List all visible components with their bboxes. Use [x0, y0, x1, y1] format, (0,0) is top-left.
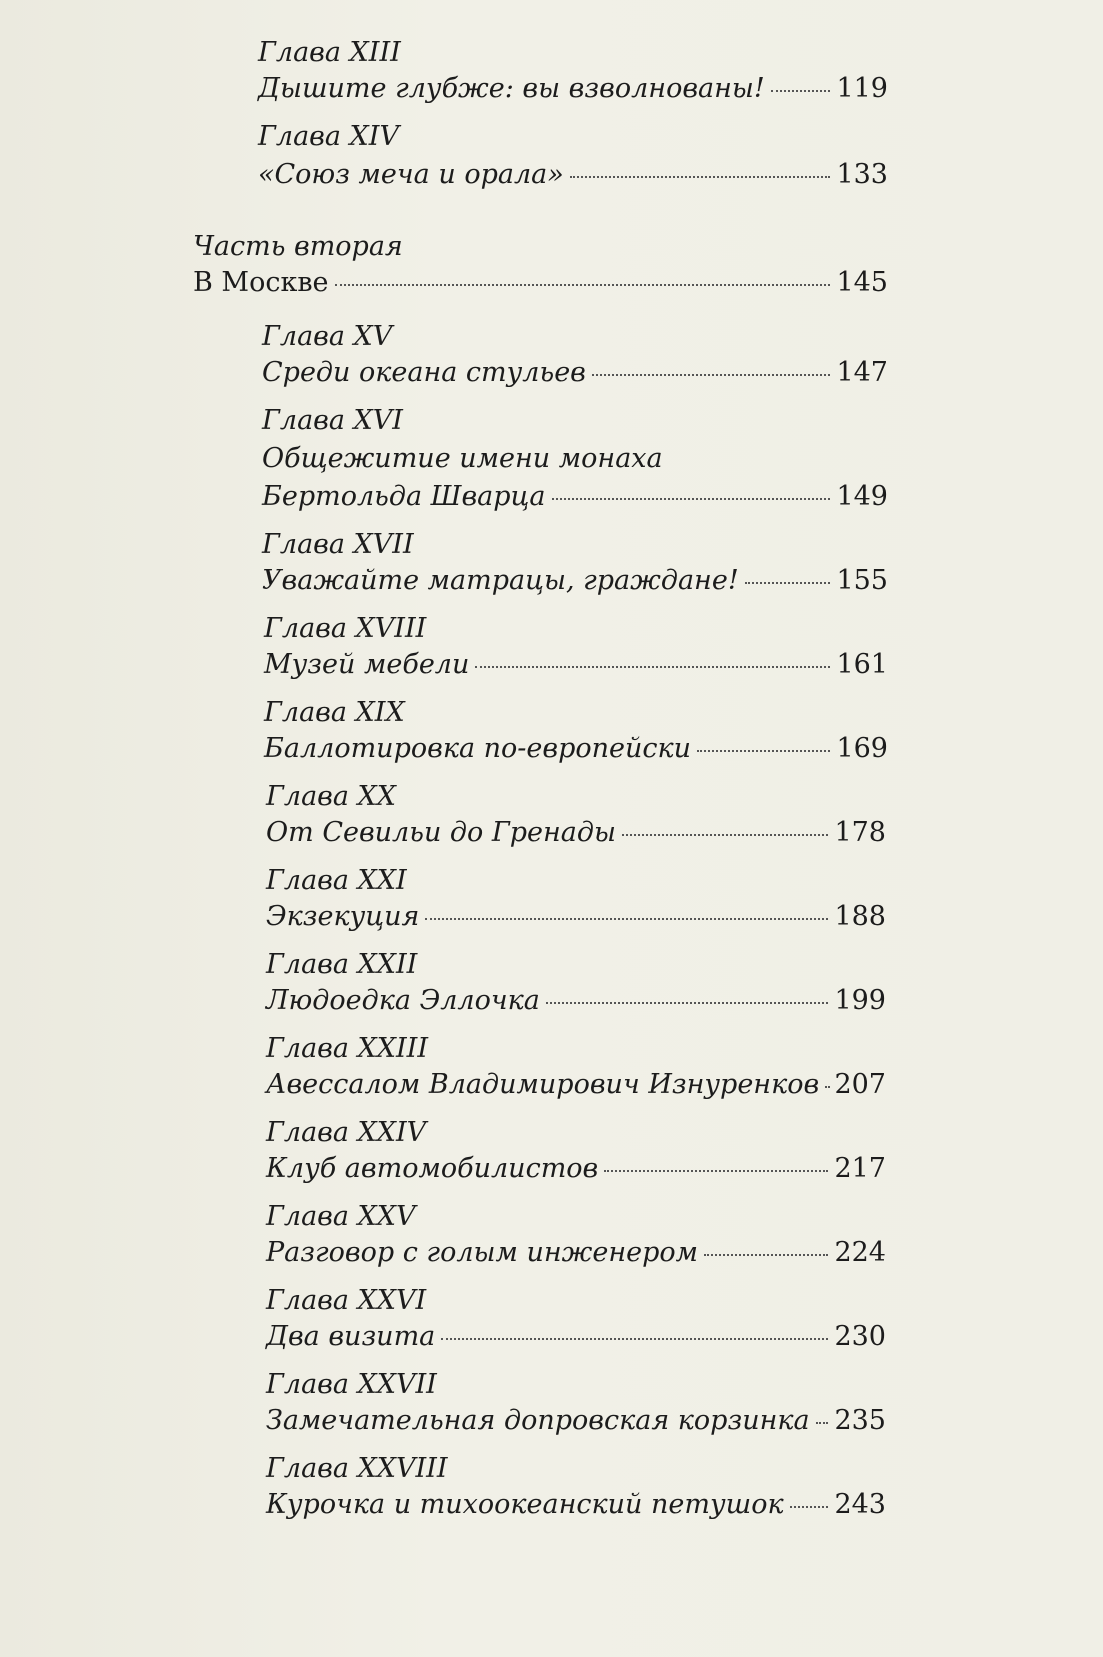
dot-leader — [622, 834, 828, 836]
entry-title: «Союз меча и орала» — [258, 159, 564, 190]
chapter-heading: Глава XX — [266, 781, 397, 812]
entry-title: Бертольда Шварца — [262, 481, 546, 512]
entry-title: В Москве — [193, 267, 329, 298]
chapter-heading: Глава XVII — [262, 529, 414, 560]
dot-leader — [771, 90, 831, 92]
toc-entry[interactable] — [266, 1322, 886, 1352]
entry-title-line1: Общежитие имени монаха — [262, 443, 663, 474]
chapter-heading: Глава XV — [262, 321, 393, 352]
entry-title: Замечательная допровская корзинка — [266, 1405, 810, 1436]
chapter-heading: Глава XXVII — [266, 1369, 437, 1400]
entry-title: Разговор с голым инженером — [266, 1237, 699, 1268]
toc-entry[interactable] — [258, 74, 888, 104]
dot-leader — [425, 918, 828, 920]
page-number: 199 — [834, 985, 886, 1016]
chapter-heading: Глава XVI — [262, 405, 403, 436]
chapter-heading: Глава XXIV — [266, 1117, 427, 1148]
dot-leader — [441, 1338, 828, 1340]
page-number: 145 — [836, 267, 888, 298]
page-number: 178 — [834, 817, 886, 848]
entry-title: Авессалом Владимирович Изнуренков — [266, 1069, 820, 1100]
part-heading: Часть вторая — [193, 231, 403, 262]
page-number: 188 — [834, 901, 886, 932]
toc-entry[interactable] — [262, 566, 888, 596]
entry-title: Баллотировка по-европейски — [264, 733, 692, 764]
chapter-heading: Глава XVIII — [264, 613, 427, 644]
dot-leader — [570, 176, 831, 178]
toc-entry[interactable] — [266, 902, 886, 932]
page-number: 119 — [836, 73, 888, 104]
chapter-heading: Глава XXVI — [266, 1285, 427, 1316]
chapter-heading: Глава XXV — [266, 1201, 416, 1232]
page-number: 230 — [834, 1321, 886, 1352]
dot-leader — [604, 1170, 828, 1172]
entry-title: Дышите глубже: вы взволнованы! — [258, 73, 765, 104]
dot-leader — [475, 666, 830, 668]
chapter-heading: Глава XIX — [264, 697, 405, 728]
dot-leader — [745, 582, 831, 584]
entry-title: Экзекуция — [266, 901, 420, 932]
chapter-heading: Глава XIV — [258, 121, 399, 152]
entry-title: Уважайте матрацы, граждане! — [262, 565, 739, 596]
chapter-heading: Глава XXII — [266, 949, 418, 980]
page-number: 224 — [834, 1237, 886, 1268]
toc-entry[interactable] — [266, 1154, 886, 1184]
page-number: 235 — [834, 1405, 886, 1436]
page-number: 169 — [836, 733, 888, 764]
toc-entry[interactable] — [266, 1238, 886, 1268]
entry-title: Среди океана стульев — [262, 357, 586, 388]
toc-entry[interactable] — [262, 482, 888, 512]
page-number: 243 — [834, 1489, 886, 1520]
entry-title: Два визита — [266, 1321, 436, 1352]
entry-title: Клуб автомобилистов — [266, 1153, 599, 1184]
dot-leader — [592, 374, 831, 376]
chapter-heading: Глава XXIII — [266, 1033, 428, 1064]
entry-title: Людоедка Эллочка — [266, 985, 540, 1016]
chapter-heading: Глава XIII — [258, 37, 401, 68]
dot-leader — [816, 1422, 829, 1424]
toc-entry[interactable] — [266, 1070, 886, 1100]
dot-leader — [825, 1086, 828, 1088]
page-number: 155 — [836, 565, 888, 596]
dot-leader — [790, 1506, 829, 1508]
page-number: 217 — [834, 1153, 886, 1184]
entry-title: Курочка и тихоокеанский петушок — [266, 1489, 784, 1520]
entry-title: От Севильи до Гренады — [266, 817, 616, 848]
toc-entry[interactable] — [266, 1406, 886, 1436]
dot-leader — [546, 1002, 829, 1004]
toc-entry[interactable] — [262, 358, 888, 388]
toc-entry[interactable] — [266, 986, 886, 1016]
entry-title: Музей мебели — [264, 649, 470, 680]
dot-leader — [335, 284, 831, 286]
toc-entry[interactable] — [266, 818, 886, 848]
toc-entry[interactable] — [193, 268, 888, 298]
chapter-heading: Глава XXI — [266, 865, 407, 896]
chapter-heading: Глава XXVIII — [266, 1453, 448, 1484]
toc-entry[interactable] — [266, 1490, 886, 1520]
page-number: 207 — [834, 1069, 886, 1100]
page-number: 149 — [836, 481, 888, 512]
dot-leader — [697, 750, 830, 752]
page-number: 147 — [836, 357, 888, 388]
page-number: 161 — [836, 649, 888, 680]
toc-entry[interactable] — [264, 734, 888, 764]
dot-leader — [552, 498, 831, 500]
page-number: 133 — [836, 159, 888, 190]
toc-entry[interactable] — [258, 160, 888, 190]
dot-leader — [704, 1254, 828, 1256]
toc-entry[interactable] — [264, 650, 888, 680]
